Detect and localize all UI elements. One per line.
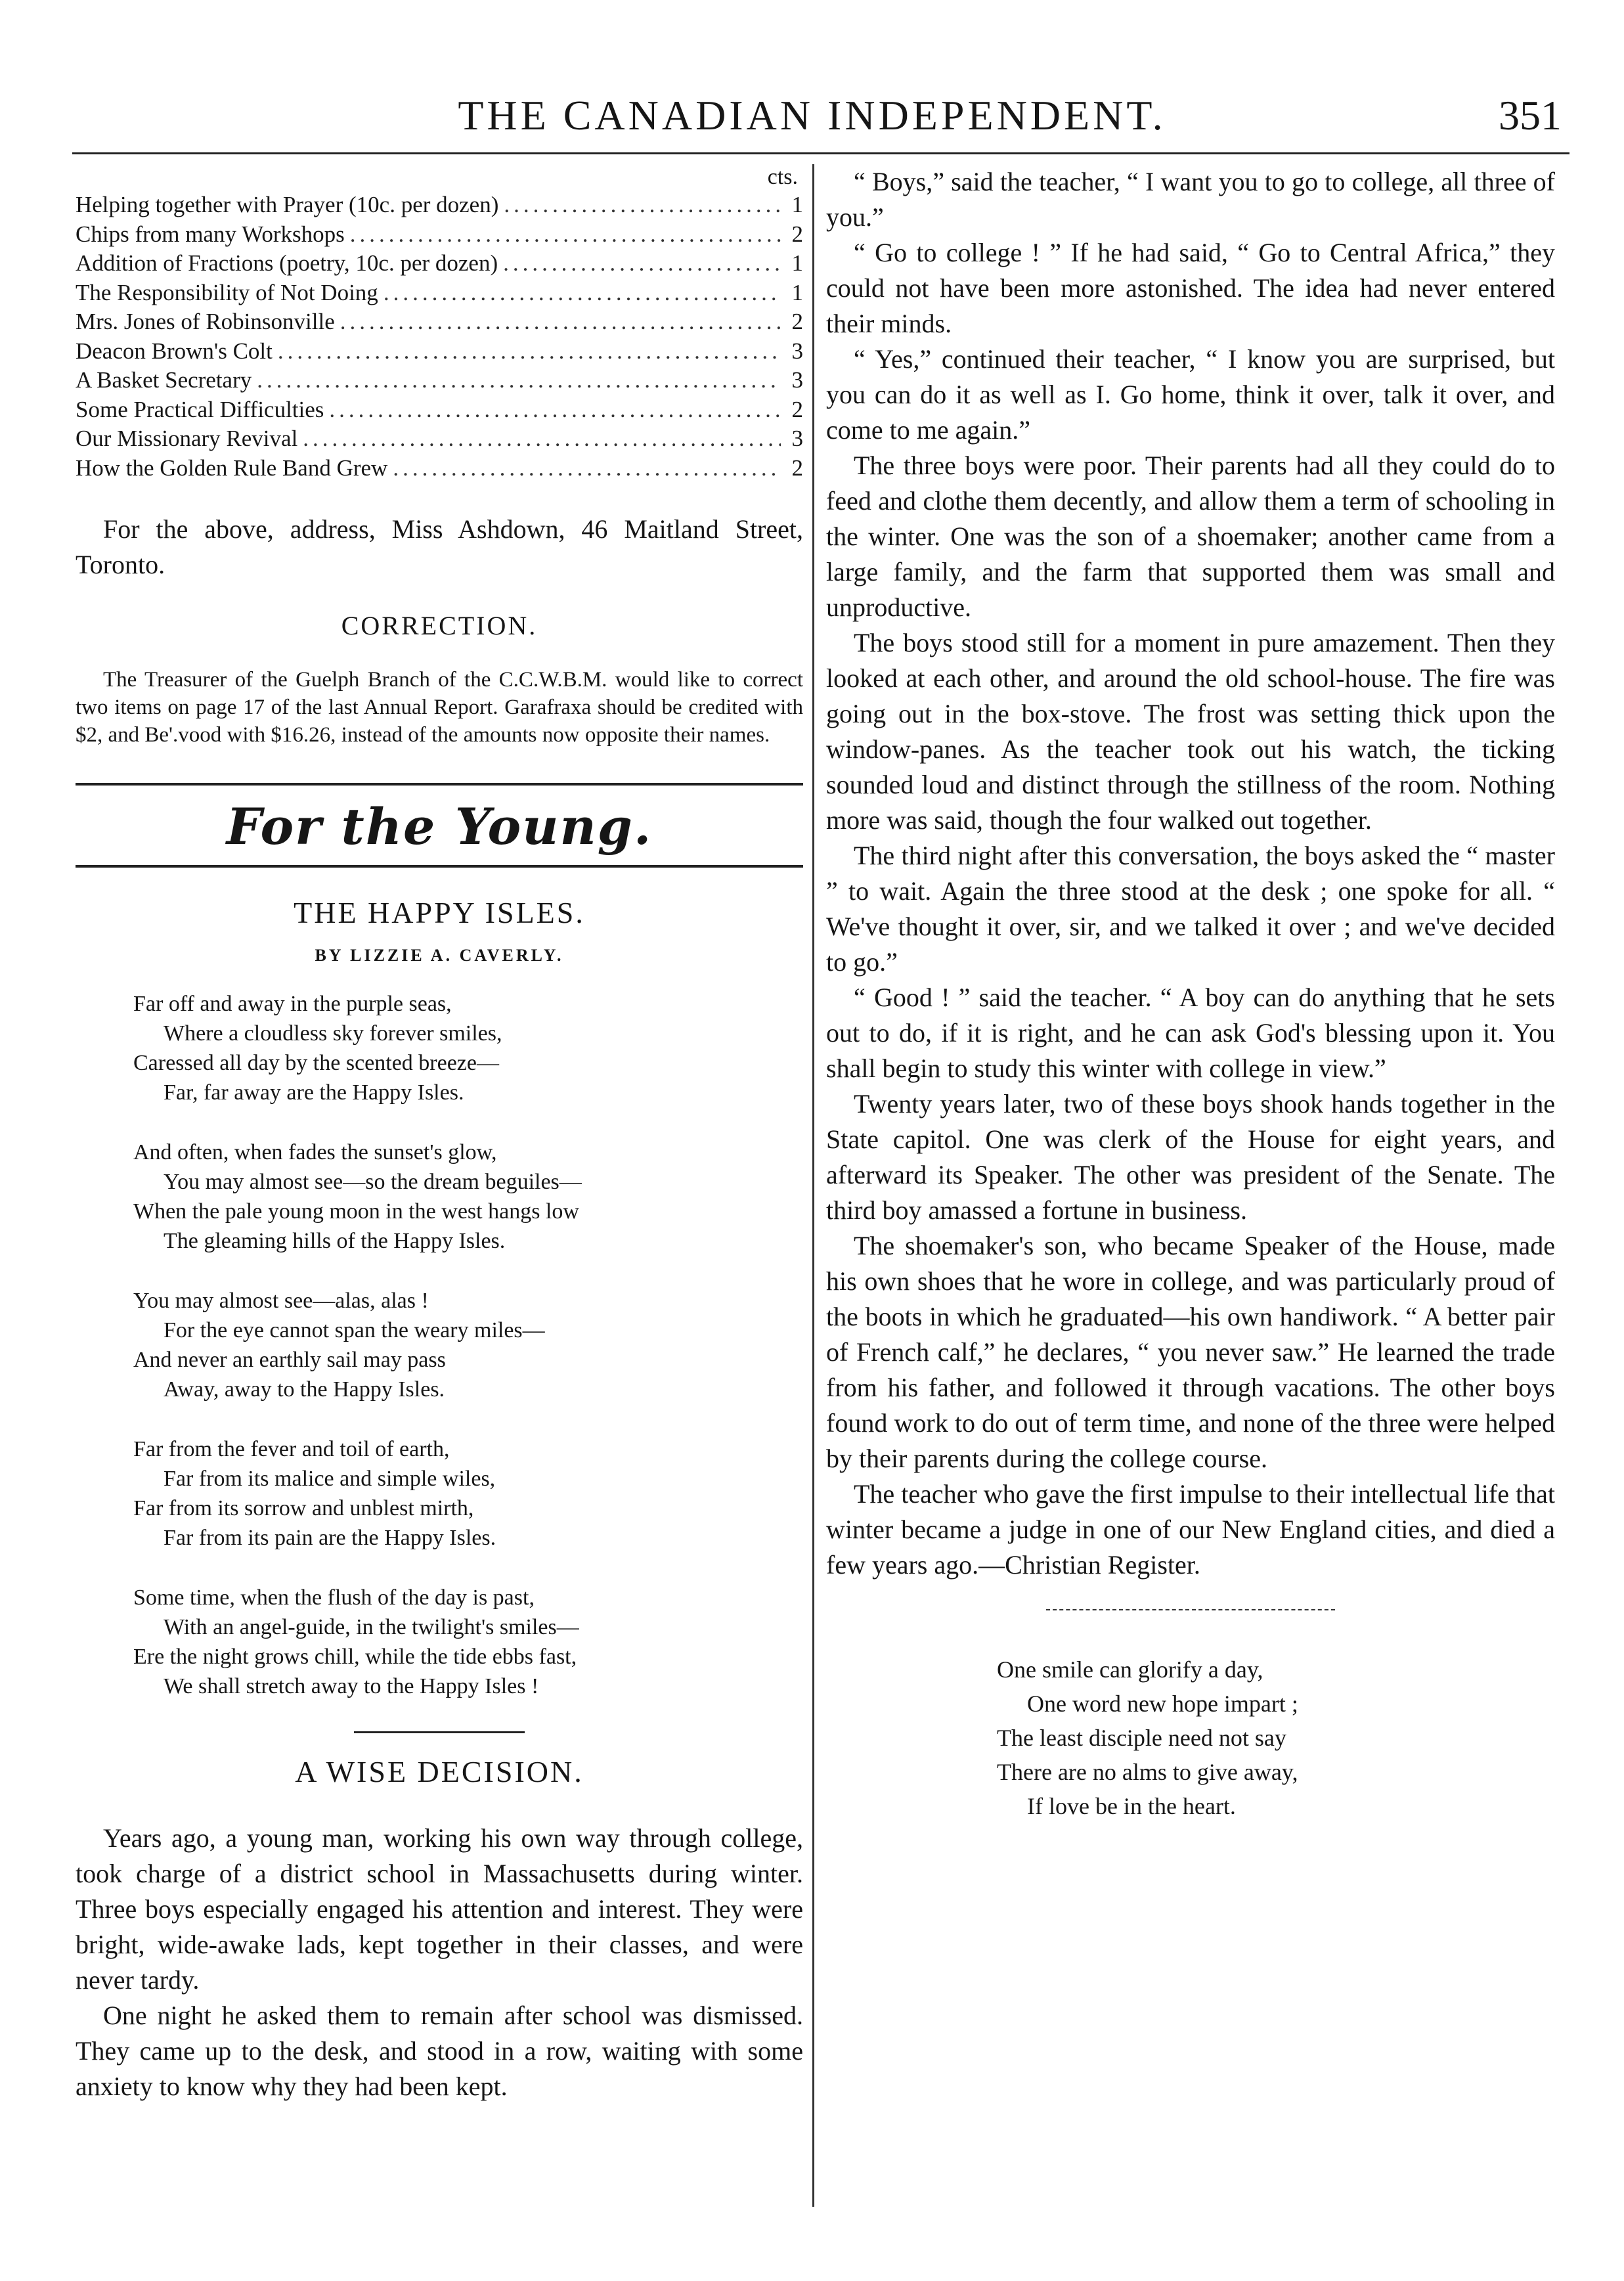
leader-dots xyxy=(257,366,781,395)
section-rule-top xyxy=(76,783,803,786)
poem-stanza xyxy=(133,1286,803,1404)
poem-line: There are no alms to give away, xyxy=(997,1759,1298,1785)
closing-poem xyxy=(826,1652,1555,1823)
list-item-price: 3 xyxy=(791,367,803,393)
closing-separator xyxy=(1046,1609,1335,1610)
list-item-title: Mrs. Jones of Robinsonville xyxy=(76,309,335,334)
article-paragraph: The shoemaker's son, who became Speaker of the House, made his own shoes that he wore in college, and was particularly proud of the boots in which he graduated—his own handiwork. “ A better pair of French calf,” he declares, “ you never saw.” He learned the trade from his father, and followed it through vacations. The other boys found work to do out of term time, and none of the three were helped by their parents during the college course. xyxy=(826,1231,1555,1473)
poem-line: Far from its sorrow and unblest mirth, xyxy=(133,1496,474,1520)
list-item-price: 3 xyxy=(791,338,803,364)
leader-dots xyxy=(503,249,781,278)
publication-list xyxy=(76,190,803,483)
list-item xyxy=(76,249,803,278)
leader-dots xyxy=(329,395,781,425)
list-item-price: 1 xyxy=(791,250,803,276)
poem-byline: BY LIZZIE A. CAVERLY. xyxy=(315,946,564,965)
poem-line: And never an earthly sail may pass xyxy=(133,1348,446,1372)
article-paragraph: “ Go to college ! ” If he had said, “ Go to Central Africa,” they could not have been more astonished. The idea had never entered their minds. xyxy=(826,238,1555,338)
poem-line: Far from the fever and toil of earth, xyxy=(133,1437,450,1461)
poem-line: Where a cloudless sky forever smiles, xyxy=(164,1021,502,1046)
leader-dots xyxy=(350,220,781,250)
article-paragraph: The boys stood still for a moment in pure amazement. Then they looked at each other, and around the old school-house. The fire was going out in the box-stove. The frost was setting thick upon the window-panes. As the teacher took out his watch, the ticking sounded loud and distinct through the stillness of the room. Nothing more was said, though the four walked out together. xyxy=(826,628,1555,835)
list-item-title: Helping together with Prayer (10c. per dozen) xyxy=(76,192,499,217)
leader-dots xyxy=(278,337,781,366)
article-paragraph: Years ago, a young man, working his own way through college, took charge of a district school in Massachusetts during winter. Three boys especially engaged his attention and interest. They were bright, wide-awake lads, kept together in their classes, and were never tardy. xyxy=(76,1823,803,1995)
poem-line: Far from its malice and simple wiles, xyxy=(164,1467,496,1491)
list-item-title: Chips from many Workshops xyxy=(76,221,345,247)
article-paragraph: The teacher who gave the first impulse to their intellectual life that winter became a judge in one of our New England cities, and died a few years ago.—Christian Register. xyxy=(826,1479,1555,1580)
poem-line: And often, when fades the sunset's glow, xyxy=(133,1140,497,1164)
poem-line: We shall stretch away to the Happy Isles ! xyxy=(164,1674,539,1698)
list-item-title: Some Practical Difficulties xyxy=(76,396,324,422)
list-item xyxy=(76,395,803,425)
left-column xyxy=(76,164,803,2104)
article-body xyxy=(76,1821,803,2104)
leader-dots xyxy=(340,307,781,337)
poem-line: For the eye cannot span the weary miles— xyxy=(164,1318,545,1342)
poem-line: Far off and away in the purple seas, xyxy=(133,992,452,1016)
leader-dots xyxy=(303,424,781,454)
poem-body xyxy=(76,989,803,1701)
list-item-price: 2 xyxy=(791,221,803,247)
poem-line: You may almost see—alas, alas ! xyxy=(133,1289,429,1313)
poem-line: With an angel-guide, in the twilight's smiles— xyxy=(164,1615,579,1639)
list-item xyxy=(76,278,803,308)
list-item-title: The Responsibility of Not Doing xyxy=(76,279,378,305)
correction-heading: CORRECTION. xyxy=(341,611,538,640)
article-paragraph: Twenty years later, two of these boys shook hands together in the State capitol. One was clerk of the House for eight years, and afterward its Speaker. The other was president of the Senate. The third boy amassed a fortune in business. xyxy=(826,1089,1555,1225)
list-item xyxy=(76,454,803,483)
poem-line: Far from its pain are the Happy Isles. xyxy=(164,1526,496,1550)
list-item-title: A Basket Secretary xyxy=(76,367,252,393)
poem-stanza xyxy=(133,989,803,1107)
list-item xyxy=(76,424,803,454)
list-item xyxy=(76,366,803,395)
poem-line: The gleaming hills of the Happy Isles. xyxy=(164,1229,506,1253)
poem-title: THE HAPPY ISLES. xyxy=(294,896,585,929)
poem-stanza xyxy=(133,1434,803,1553)
list-item-title: Addition of Fractions (poetry, 10c. per dozen) xyxy=(76,250,498,276)
poem-line: One smile can glorify a day, xyxy=(997,1656,1263,1683)
poem-line: You may almost see—so the dream beguiles— xyxy=(164,1170,582,1194)
leader-dots xyxy=(384,278,781,308)
poem-line: When the pale young moon in the west hangs low xyxy=(133,1199,579,1224)
list-item xyxy=(76,190,803,220)
article-paragraph: One night he asked them to remain after school was dismissed. They came up to the desk, and stood in a row, waiting with some anxiety to know why they had been kept. xyxy=(76,2001,803,2101)
article-paragraph: The third night after this conversation, the boys asked the “ master ” to wait. Again the three stood at the desk ; one spoke for all. “ We've thought it over, sir, and we talked it over ; and we've decided to go.” xyxy=(826,841,1555,977)
column-divider xyxy=(812,164,814,2207)
list-item-price: 3 xyxy=(791,426,803,451)
poem-stanza xyxy=(133,1583,803,1701)
poem-stanza xyxy=(133,1138,803,1256)
list-item xyxy=(76,337,803,366)
section-rule-bottom xyxy=(76,865,803,868)
list-item-price: 2 xyxy=(791,309,803,334)
article-paragraph: The three boys were poor. Their parents had all they could do to feed and clothe them decently, and allow them a term of schooling in the winter. One was the son of a shoemaker; another came from a large family, and the farm that supported them was small and unproductive. xyxy=(826,451,1555,622)
list-item-price: 1 xyxy=(791,192,803,217)
article-title: A WISE DECISION. xyxy=(295,1755,584,1788)
article-paragraph: “ Yes,” continued their teacher, “ I know you are surprised, but you can do it as well as I. Go home, think it over, talk it over, and come to me again.” xyxy=(826,344,1555,445)
right-column xyxy=(826,164,1555,1823)
poem-line: If love be in the heart. xyxy=(1027,1793,1236,1819)
list-item-title: Our Missionary Revival xyxy=(76,426,298,451)
header-rule xyxy=(72,152,1569,154)
list-item-title: Deacon Brown's Colt xyxy=(76,338,273,364)
leader-dots xyxy=(504,190,781,220)
correction-text: The Treasurer of the Guelph Branch of the C.C.W.B.M. would like to correct two items on page 17 of the last Annual Report. Garafraxa should be credited with $2, and Be'.vood with $16.26, instead of the amounts now opposite their names. xyxy=(76,668,803,747)
list-item-price: 2 xyxy=(791,396,803,422)
poem-line: The least disciple need not say xyxy=(997,1725,1286,1751)
list-item xyxy=(76,307,803,337)
poem-line: One word new hope impart ; xyxy=(1027,1691,1298,1717)
list-item xyxy=(76,220,803,250)
article-paragraph: “ Good ! ” said the teacher. “ A boy can do anything that he sets out to do, if it is right, and he can ask God's blessing upon it. You shall begin to study this winter with college in view.” xyxy=(826,983,1555,1083)
poem-line: Ere the night grows chill, while the tide ebbs fast, xyxy=(133,1645,577,1669)
article-continuation xyxy=(826,164,1555,1583)
toc-unit-label: cts. xyxy=(767,165,798,189)
list-item-price: 1 xyxy=(791,279,803,305)
running-header-title: THE CANADIAN INDEPENDENT. xyxy=(458,92,1166,139)
article-separator xyxy=(354,1731,525,1733)
page-number: 351 xyxy=(1499,92,1562,139)
leader-dots xyxy=(393,454,781,483)
list-item-title: How the Golden Rule Band Grew xyxy=(76,454,388,481)
section-title: For the Young. xyxy=(226,797,653,856)
poem-line: Some time, when the flush of the day is past, xyxy=(133,1585,535,1610)
poem-line: Away, away to the Happy Isles. xyxy=(164,1377,445,1402)
list-item-price: 2 xyxy=(791,454,803,481)
article-paragraph: “ Boys,” said the teacher, “ I want you to go to college, all three of you.” xyxy=(826,167,1555,232)
poem-line: Caressed all day by the scented breeze— xyxy=(133,1051,499,1075)
order-address: For the above, address, Miss Ashdown, 46 Maitland Street, Toronto. xyxy=(76,514,803,579)
poem-line: Far, far away are the Happy Isles. xyxy=(164,1080,464,1105)
